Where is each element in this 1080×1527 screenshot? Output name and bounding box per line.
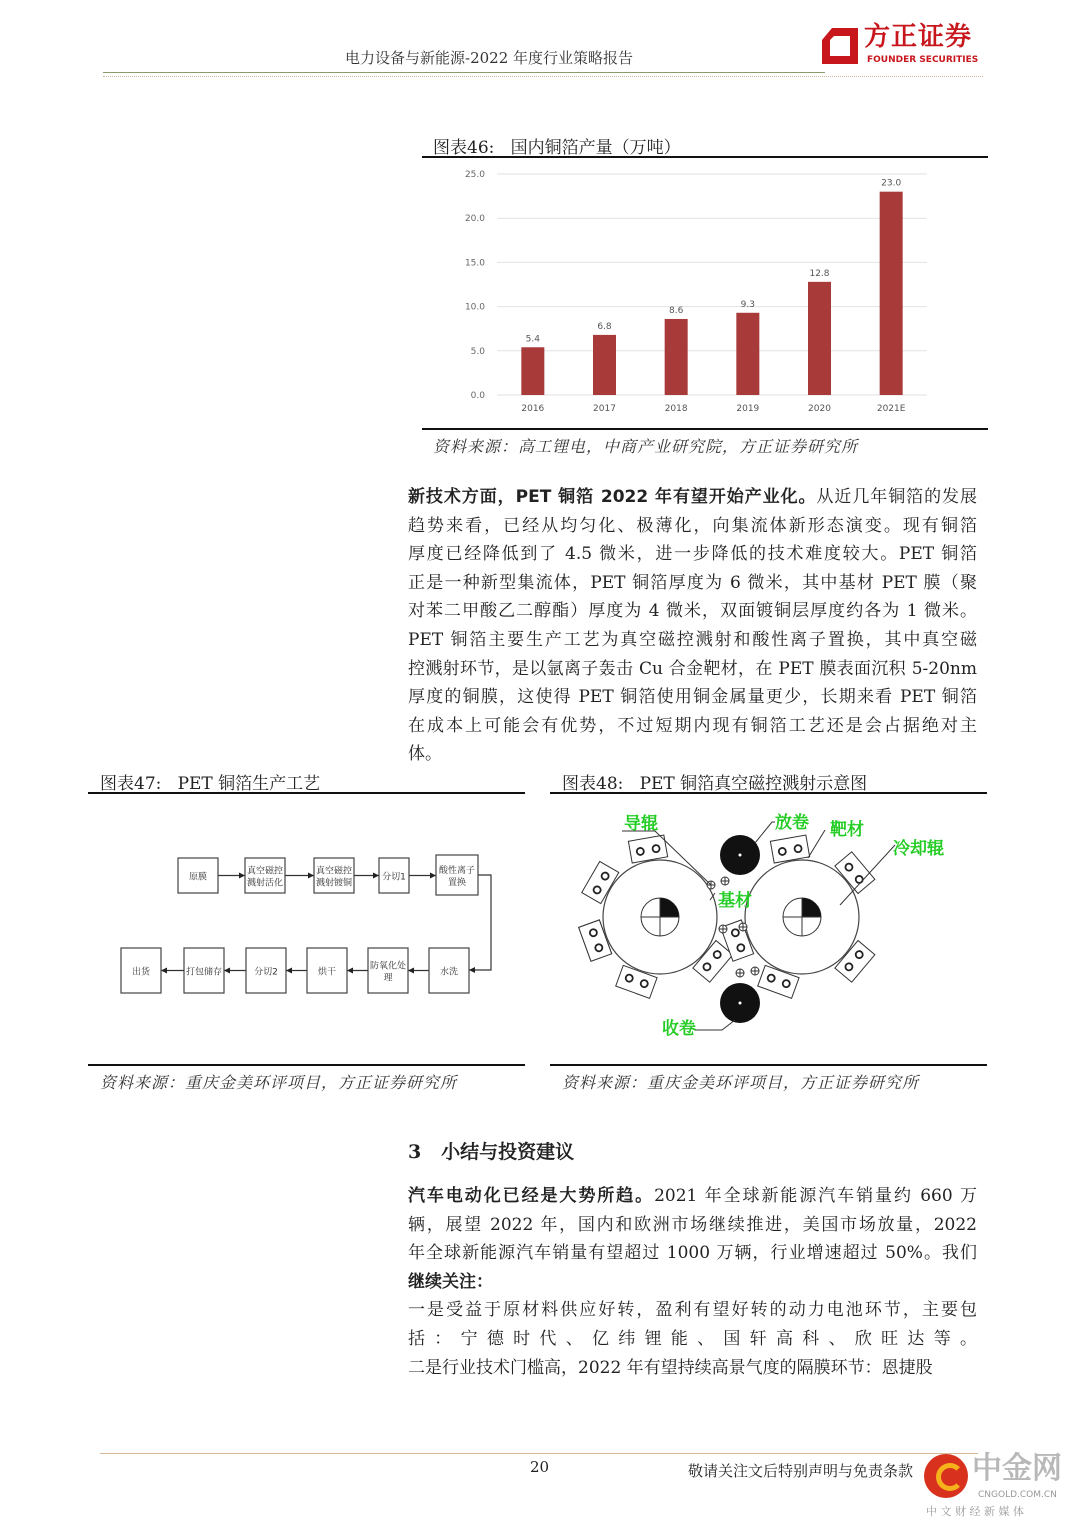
bold-lead: 继续关注： xyxy=(408,1271,493,1292)
diagram-label: 收卷 xyxy=(662,1019,696,1039)
arrowhead xyxy=(469,967,475,973)
line-text: 控溅射环节，是以氩离子轰击 Cu 合金靶材，在 PET 膜表面沉积 5-20nm xyxy=(408,658,977,679)
y-tick-label: 20.0 xyxy=(464,214,485,225)
paragraph-line xyxy=(408,540,977,569)
bar-2020 xyxy=(808,282,831,395)
line-text: 年全球新能源汽车销量有望超过 1000 万辆，行业增速超过 50%。我们 xyxy=(408,1243,977,1264)
copper-foil-output-chart xyxy=(422,160,988,425)
line-text: 厚度已经降低到了 4.5 微米，进一步降低的技术难度较大。PET 铜箔 xyxy=(408,544,977,565)
paragraph-line xyxy=(408,597,977,626)
x-tick-label: 2020 xyxy=(808,404,831,414)
founder-logo-icon xyxy=(820,26,860,66)
diagram-label: 靶材 xyxy=(830,820,864,840)
founder-securities-logo xyxy=(820,24,980,68)
diagram-label: 冷却辊 xyxy=(893,839,944,859)
y-tick-label: 15.0 xyxy=(464,258,485,269)
process-step-label: 溅射活化 xyxy=(246,878,284,889)
arrowhead xyxy=(373,873,379,879)
roll-core xyxy=(739,854,742,857)
paragraph-line xyxy=(408,512,977,541)
line-text: PET 铜箔主要生产工艺为真空磁控溅射和酸性离子置换，其中真空磁 xyxy=(408,629,977,650)
bar-2016 xyxy=(521,347,544,395)
process-step-label: 酸性离子 xyxy=(438,866,476,876)
diagram-label: 基材 xyxy=(718,891,752,911)
pet-process-flowchart xyxy=(88,800,525,1060)
data-label: 5.4 xyxy=(525,334,540,345)
arrowhead xyxy=(308,873,314,879)
footer-divider xyxy=(100,1453,978,1454)
magnetron-sputtering-diagram xyxy=(550,800,987,1060)
paragraph-line xyxy=(408,655,977,684)
paragraph-pet-copper-foil xyxy=(408,483,977,769)
arrowhead xyxy=(408,968,414,974)
fig46-rule-bottom xyxy=(422,428,988,430)
diagram-label: 导辊 xyxy=(624,814,658,834)
data-label: 9.3 xyxy=(740,299,755,310)
fig48-source: 资料来源：重庆金美环评项目，方正证券研究所 xyxy=(562,1073,920,1092)
arrowhead xyxy=(430,873,436,879)
fig48-title: 图表48: PET 铜箔真空磁控溅射示意图 xyxy=(562,774,868,794)
disclaimer-note[interactable]: 敬请关注文后特别声明与免责条款 xyxy=(688,1462,914,1480)
paragraph-line xyxy=(408,740,977,769)
sputter-target xyxy=(770,835,809,863)
bar-2017 xyxy=(593,335,616,395)
paragraph-investment-advice xyxy=(408,1182,977,1382)
paragraph-line xyxy=(408,1296,977,1325)
line-text: 从近几年铜箔的发展 xyxy=(816,487,977,507)
logo-en: FOUNDER SECURITIES xyxy=(867,55,979,65)
data-label: 6.8 xyxy=(597,321,612,332)
paragraph-line xyxy=(408,1182,977,1211)
watermark-name: 中金网 xyxy=(972,1451,1062,1486)
x-tick-label: 2017 xyxy=(593,404,616,414)
arrowhead xyxy=(161,968,167,974)
process-step-label: 置换 xyxy=(447,878,467,888)
fig46-rule-top xyxy=(422,156,988,158)
bold-lead: 新技术方面，PET 铜箔 2022 年有望开始产业化。 xyxy=(408,487,817,507)
process-step-label: 打包储存 xyxy=(185,967,223,978)
line-text: 辆，展望 2022 年，国内和欧洲市场继续推进，美国市场放量，2022 xyxy=(408,1214,977,1235)
process-step-label: 理 xyxy=(383,973,393,984)
paragraph-line xyxy=(408,569,977,598)
paragraph-line xyxy=(408,483,977,512)
page-number: 20 xyxy=(530,1458,550,1476)
bar-2018 xyxy=(665,319,688,395)
paragraph-line xyxy=(408,1211,977,1240)
line-text: 一是受益于原材料供应好转，盈利有望好转的动力电池环节，主要包 xyxy=(408,1300,977,1321)
process-step-label: 溅射镀铜 xyxy=(315,878,353,889)
target-holder xyxy=(770,835,809,863)
watermark-slogan: 中 文 财 经 新 媒 体 xyxy=(926,1505,1024,1518)
y-tick-label: 25.0 xyxy=(464,170,485,180)
line-text: 正是一种新型集流体，PET 铜箔厚度为 6 微米，其中基材 PET 膜（聚 xyxy=(408,572,977,593)
fig47-title: 图表47: PET 铜箔生产工艺 xyxy=(100,774,321,794)
logo-cn: 方正证券 xyxy=(864,22,973,52)
fig47-rule-bottom xyxy=(88,1064,525,1066)
y-tick-label: 10.0 xyxy=(464,302,485,313)
line-text: 括：宁德时代、亿纬锂能、国轩高科、欣旺达等。 xyxy=(408,1328,977,1349)
paragraph-line xyxy=(408,683,977,712)
fig48-rule-top xyxy=(550,792,987,794)
roll-core xyxy=(739,1002,742,1005)
data-label: 8.6 xyxy=(669,305,684,316)
line-text: 对苯二甲酸乙二醇酯）厚度为 4 微米，双面镀铜层厚度约各为 1 微米。 xyxy=(408,601,977,622)
bold-lead: 汽车电动化已经是大势所趋。 xyxy=(408,1186,655,1206)
y-tick-label: 5.0 xyxy=(470,346,485,357)
paragraph-line xyxy=(408,1325,977,1354)
paragraph-line xyxy=(408,1354,977,1383)
leader-line xyxy=(755,822,775,843)
process-step-label: 分切2 xyxy=(254,967,278,978)
fig47-rule-top xyxy=(88,792,525,794)
process-step-label: 原膜 xyxy=(188,872,208,883)
arrowhead xyxy=(224,968,230,974)
arrowhead xyxy=(347,968,353,974)
y-tick-label: 0.0 xyxy=(470,391,485,401)
bar-2019 xyxy=(736,313,759,395)
process-step-label: 真空磁控 xyxy=(315,866,353,877)
paragraph-line xyxy=(408,712,977,741)
process-step-label: 防氧化处 xyxy=(369,961,407,972)
leader-line xyxy=(808,830,825,858)
line-text: 体。 xyxy=(408,744,442,765)
process-step-label: 水洗 xyxy=(439,967,459,978)
line-text: 厚度的铜膜，这使得 PET 铜箔使用铜金属量更少，长期来看 PET 铜箔 xyxy=(408,687,977,708)
x-tick-label: 2016 xyxy=(521,404,545,414)
x-tick-label: 2021E xyxy=(876,404,906,414)
paragraph-line xyxy=(408,1268,977,1297)
fig46-title: 图表46: 国内铜箔产量（万吨） xyxy=(433,138,681,158)
target-holder xyxy=(628,835,667,863)
paragraph-line xyxy=(408,1239,977,1268)
cngold-logo-icon xyxy=(924,1454,968,1498)
header-divider xyxy=(103,72,825,73)
fig47-source: 资料来源：重庆金美环评项目，方正证券研究所 xyxy=(100,1073,458,1092)
data-label: 23.0 xyxy=(881,178,902,189)
leader-line xyxy=(695,1020,735,1030)
line-text: 二是行业技术门槛高，2022 年有望持续高景气度的隔膜环节：恩捷股 xyxy=(408,1357,933,1378)
line-text: 趋势来看，已经从均匀化、极薄化，向集流体新形态演变。现有铜箔 xyxy=(408,515,977,536)
process-step-label: 烘干 xyxy=(317,967,337,978)
process-step-label: 分切1 xyxy=(382,872,406,883)
cngold-watermark xyxy=(920,1450,1080,1527)
process-step-label: 出货 xyxy=(131,967,151,978)
header-divider-dotted xyxy=(103,76,983,77)
sputter-target xyxy=(628,835,667,863)
diagram-label: 放卷 xyxy=(775,813,809,833)
fig48-rule-bottom xyxy=(550,1064,987,1066)
report-header-title: 电力设备与新能源-2022 年度行业策略报告 xyxy=(345,49,634,67)
line-text: 2021 年全球新能源汽车销量约 660 万 xyxy=(654,1186,977,1206)
fig46-source: 资料来源：高工锂电，中商产业研究院，方正证券研究所 xyxy=(433,437,859,456)
arrowhead xyxy=(239,873,245,879)
line-text: 在成本上可能会有优势，不过短期内现有铜箔工艺还是会占据绝对主 xyxy=(408,715,977,736)
section-heading: 3 小结与投资建议 xyxy=(408,1141,575,1163)
x-tick-label: 2019 xyxy=(736,404,760,414)
data-label: 12.8 xyxy=(809,268,830,279)
x-tick-label: 2018 xyxy=(664,404,688,414)
arrowhead xyxy=(286,968,292,974)
bar-2021E xyxy=(880,192,903,395)
watermark-url: CNGOLD.COM.CN xyxy=(978,1490,1057,1500)
paragraph-line xyxy=(408,626,977,655)
process-step-label: 真空磁控 xyxy=(246,866,284,877)
